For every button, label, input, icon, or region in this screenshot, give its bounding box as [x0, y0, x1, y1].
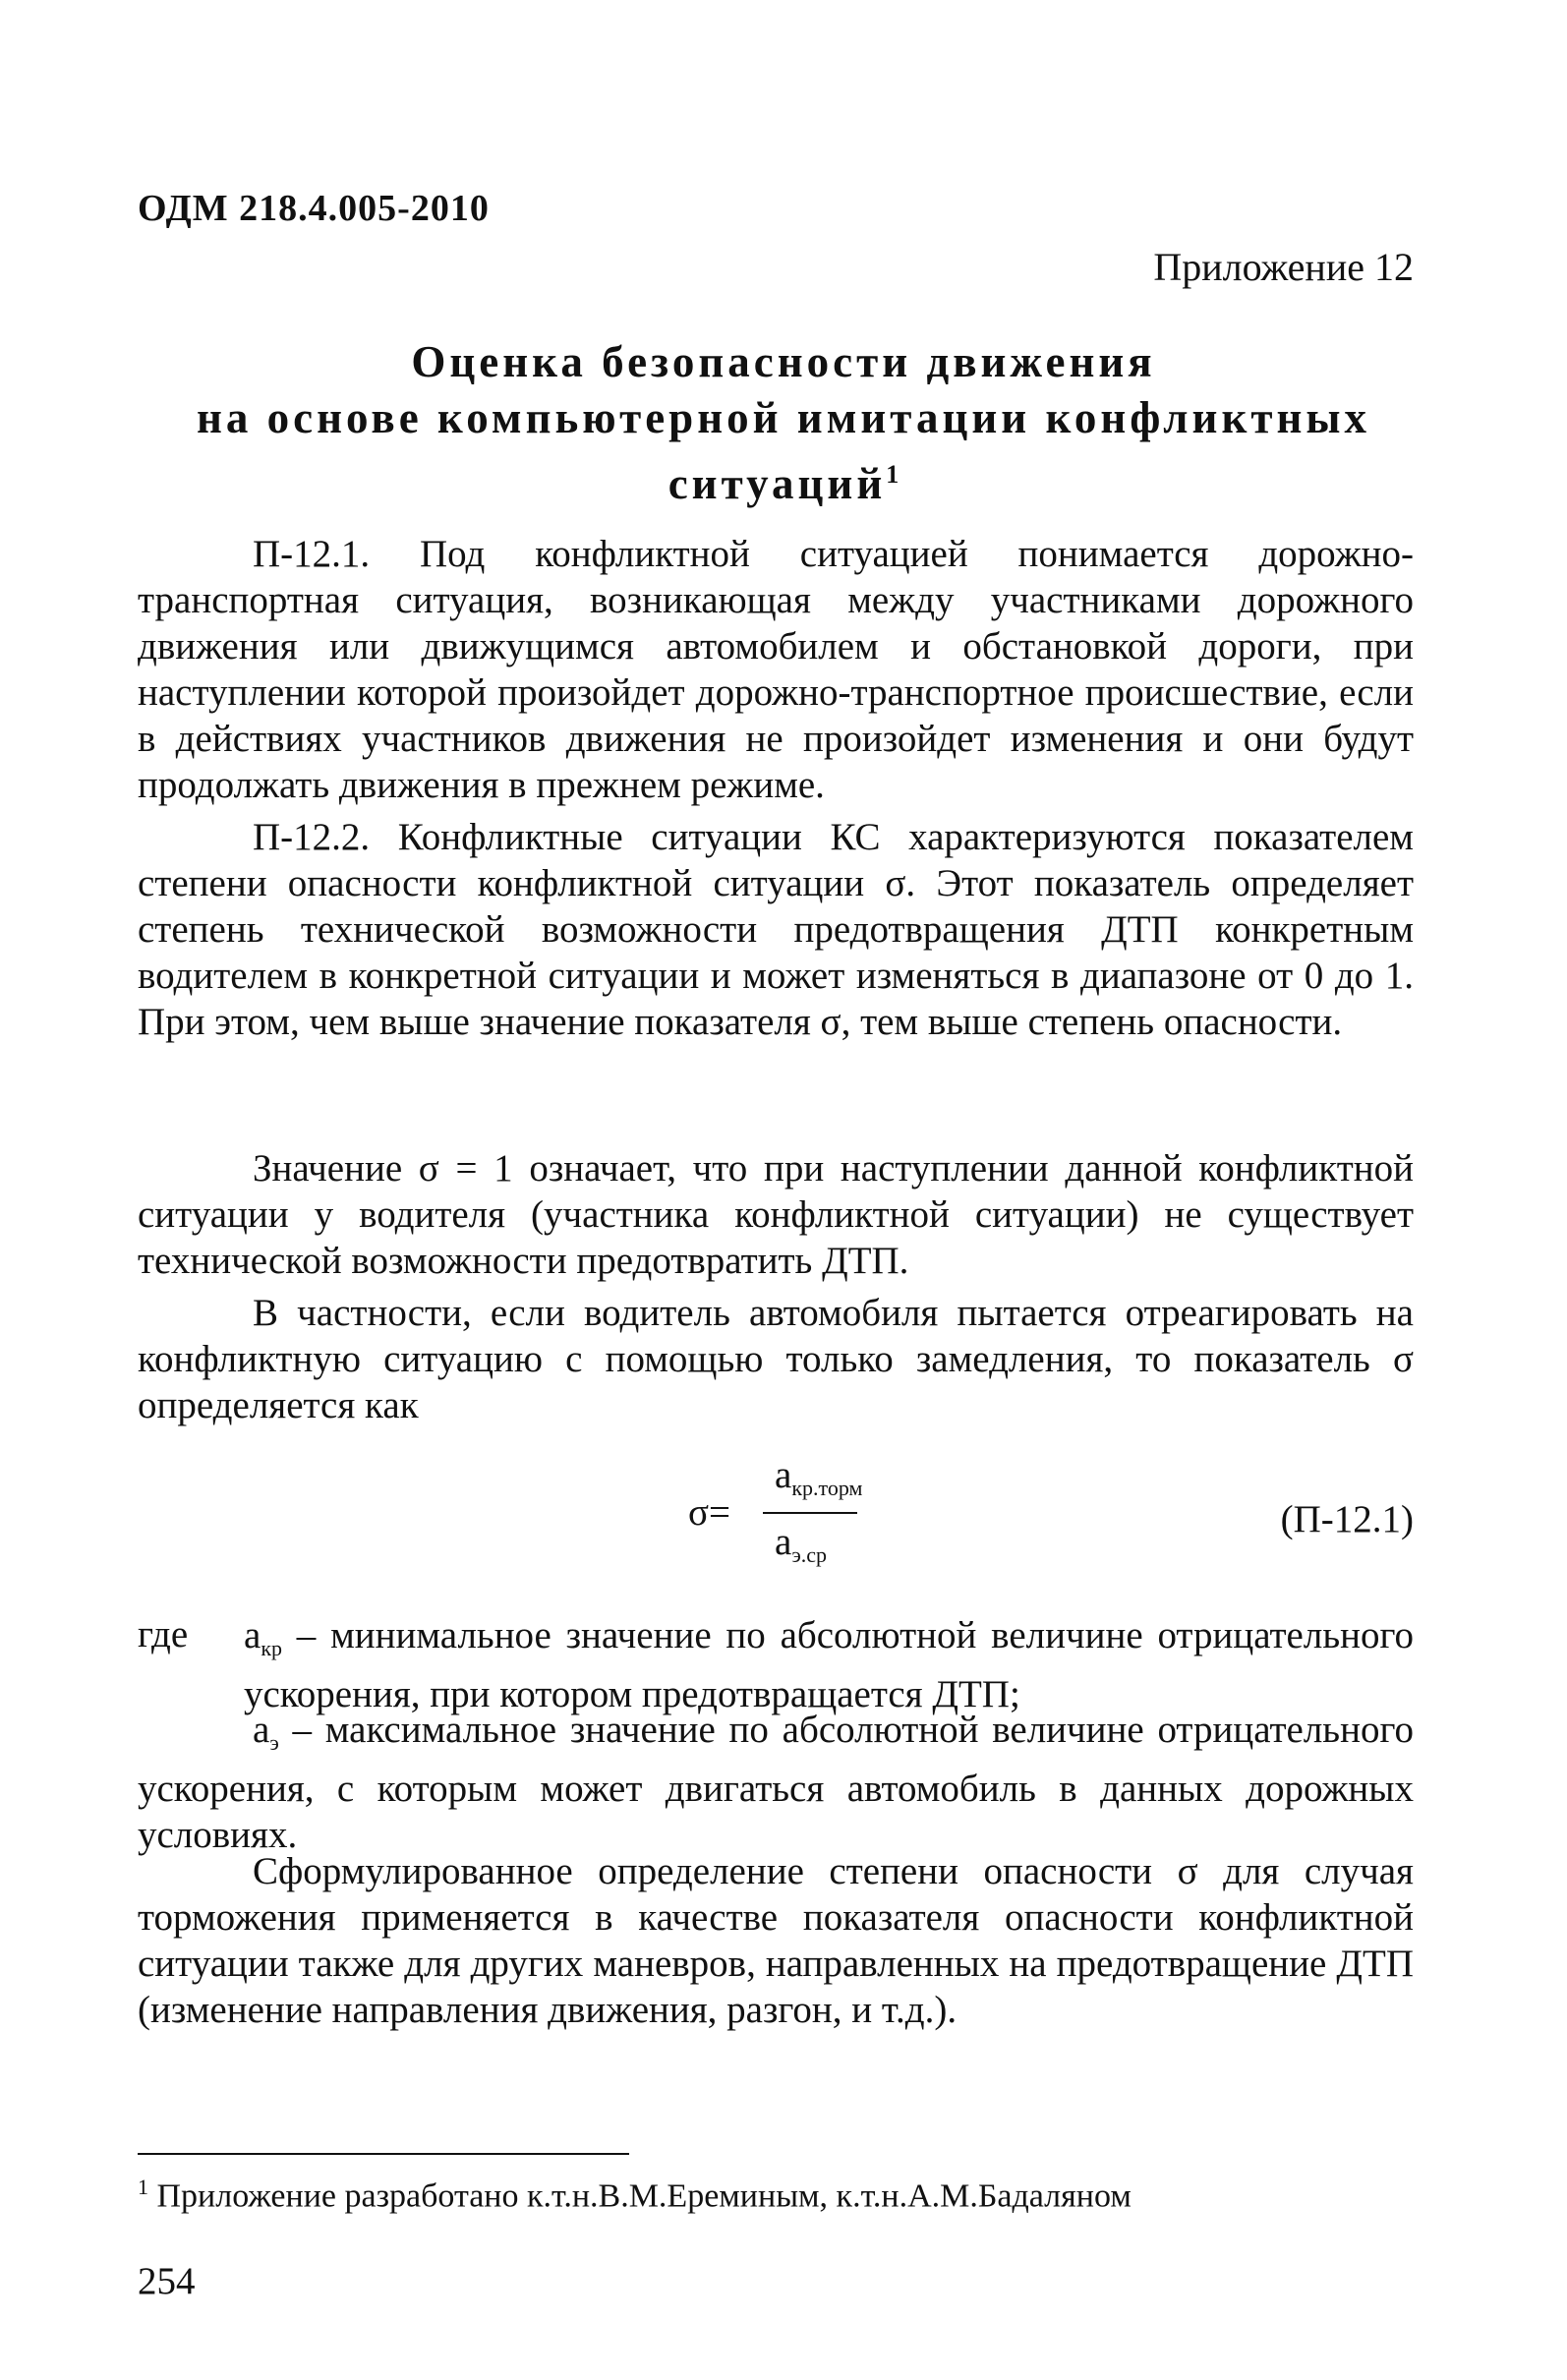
denominator-symbol: a [775, 1521, 792, 1563]
paragraph-p12-2: П-12.2. Конфликтные ситуации КС характеризуются показателем степени опасности конфликтной ситуации σ. Этот показатель определяет степень технической возможности предотвращения ДТП конкретным водителем в конкретной ситуации и может изменяться в диапазоне от 0 до 1. При этом, чем выше значение показателя σ, тем выше степень опасности. [138, 816, 1414, 1043]
page-number: 254 [138, 2260, 196, 2302]
document-code: ОДМ 218.4.005-2010 [138, 188, 490, 229]
title-line-3 [0, 446, 1567, 512]
definition-a-kr [244, 1612, 1414, 1717]
def-a-e-symbol: a [253, 1709, 270, 1751]
title-line-3-text: ситуаций [667, 459, 887, 508]
where-label: где [138, 1613, 189, 1655]
section-title [0, 334, 1567, 512]
footnote-mark: 1 [138, 2175, 148, 2199]
def-a-kr-text: – минимальное значение по абсолютной величине отрицательного ускорения, при котором предотвращается ДТП; [244, 1614, 1414, 1715]
denominator-subscript: э.ср [791, 1542, 828, 1567]
paragraph-sigma-meaning: Значение σ = 1 означает, что при наступлении данной конфликтной ситуации у водителя (участника конфликтной ситуации) не существует технической возможности предотвратить ДТП. [138, 1147, 1414, 1282]
title-footnote-mark: 1 [886, 460, 900, 489]
fraction-bar [763, 1512, 857, 1514]
definition-a-e [138, 1707, 1414, 1858]
numerator-subscript: кр.торм [791, 1476, 863, 1500]
paragraph-deceleration: В частности, если водитель автомобиля пытается отреагировать на конфликтную ситуацию с помощью только замедления, то показатель σ определяется как [138, 1292, 1414, 1426]
title-line-2: на основе компьютерной имитации конфликтных [196, 393, 1371, 442]
paragraph-p12-1: П-12.1. Под конфликтной ситуацией понимается дорожно-транспортная ситуация, возникающая между участниками дорожного движения или движущимся автомобилем и обстановкой дороги, при наступлении которой произойдет дорожно-транспортное происшествие, если в действиях участников движения не произойдет изменения и они будут продолжать движения в прежнем режиме. [138, 533, 1414, 806]
formula-lhs: σ= [688, 1491, 731, 1534]
appendix-label: Приложение 12 [1153, 245, 1414, 289]
paragraph-other-maneuvers: Сформулированное определение степени опасности σ для случая торможения применяется в качестве показателя опасности конфликтной ситуации также для других маневров, направленных на предотвращение ДТП (изменение направления движения, разгон, и т.д.). [138, 1850, 1414, 2031]
def-a-e-text: – максимальное значение по абсолютной величине отрицательного ускорения, с которым может двигаться автомобиль в данных дорожных условиях. [138, 1709, 1414, 1856]
title-line-1: Оценка безопасности движения [411, 337, 1156, 386]
def-a-e-subscript: э [269, 1730, 279, 1755]
footnote [138, 2175, 1132, 2215]
def-a-kr-symbol: a [244, 1614, 261, 1656]
def-a-kr-subscript: кр [261, 1636, 283, 1660]
formula-denominator [775, 1520, 827, 1568]
formula-numerator [775, 1453, 862, 1501]
footnote-text: Приложение разработано к.т.н.В.М.Ереминым, к.т.н.А.М.Бадаляном [148, 2177, 1132, 2215]
numerator-symbol: a [775, 1454, 792, 1496]
equation-number: (П-12.1) [1280, 1498, 1414, 1540]
footnote-separator [138, 2153, 629, 2155]
